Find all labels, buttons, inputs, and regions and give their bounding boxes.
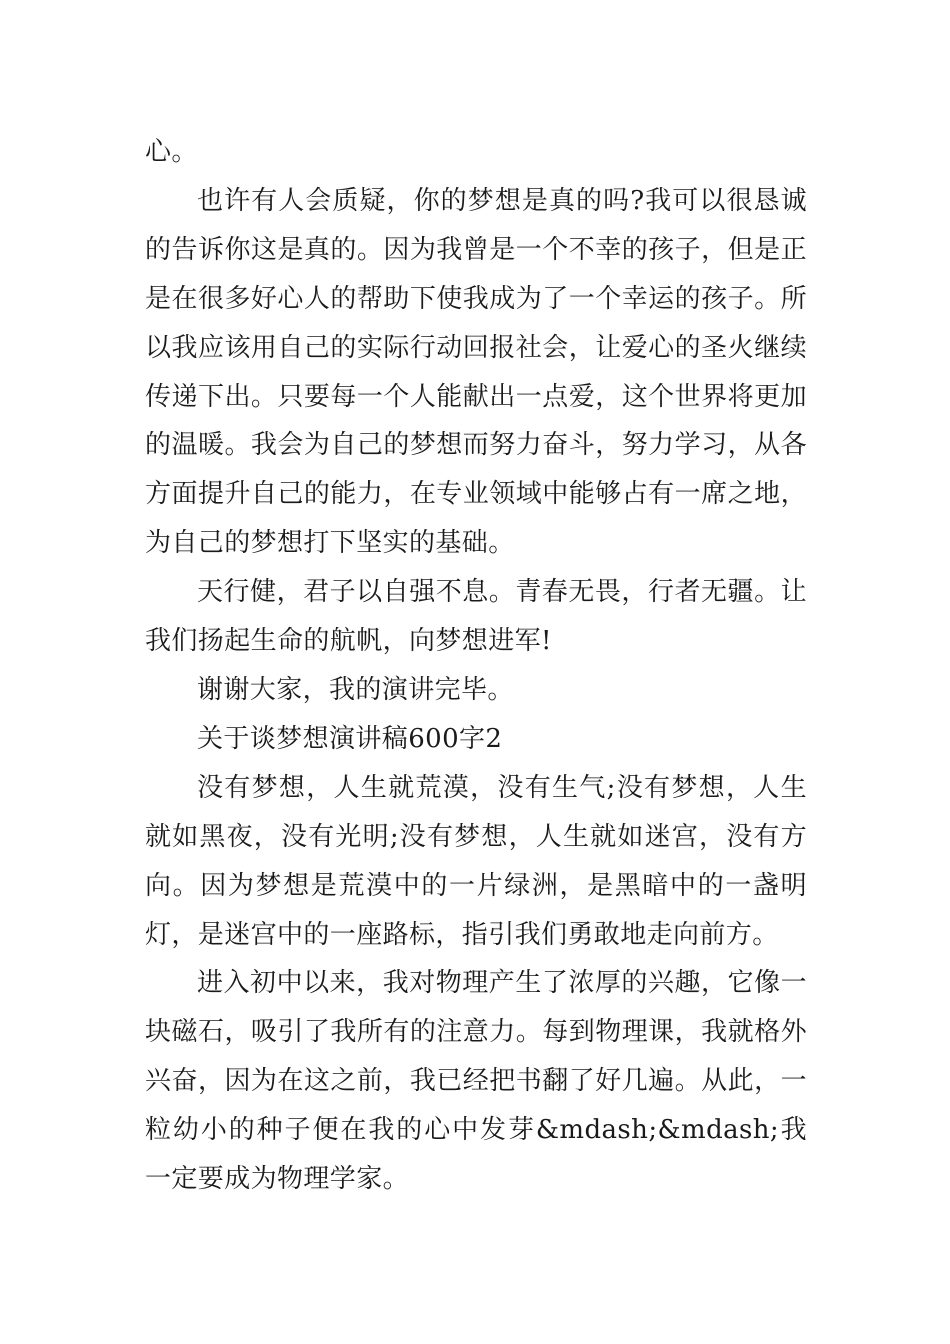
paragraph-self-improvement: 天行健，君子以自强不息。青春无畏，行者无疆。让我们扬起生命的航帆，向梦想进军!: [145, 577, 807, 657]
paragraph-dream-sincere: 也许有人会质疑，你的梦想是真的吗?我可以很恳诚的告诉你这是真的。因为我曾是一个不幸的孩子，但是正是在很多好心人的帮助下使我成为了一个幸运的孩子。所以我应该用自己的实际行动回报社会，让爱心的圣火继续传递下出。只要每一个人能献出一点爱，这个世界将更加的温暖。我会为自己的梦想而努力奋斗，努力学习，从各方面提升自己的能力，在专业领域中能够占有一席之地，为自己的梦想打下坚实的基础。: [145, 185, 807, 559]
paragraph-continuation: 心。: [145, 137, 198, 167]
paragraph-thanks: 谢谢大家，我的演讲完毕。: [197, 674, 514, 705]
section-heading: 关于谈梦想演讲稿600字2: [197, 723, 503, 754]
paragraph-no-dream: 没有梦想，人生就荒漠，没有生气;没有梦想，人生就如黑夜，没有光明;没有梦想，人生就如迷宫，没有方向。因为梦想是荒漠中的一片绿洲，是黑暗中的一盏明灯，是迷宫中的一座路标，指引我们勇敢地走向前方。: [145, 772, 807, 950]
paragraph-physics: 进入初中以来，我对物理产生了浓厚的兴趣，它像一块磁石，吸引了我所有的注意力。每到物理课，我就格外兴奋，因为在这之前，我已经把书翻了好几遍。从此，一粒幼小的种子便在我的心中发芽&mdash;&mdash;我一定要成为物理学家。: [145, 968, 807, 1195]
document-body: [145, 128, 807, 1204]
